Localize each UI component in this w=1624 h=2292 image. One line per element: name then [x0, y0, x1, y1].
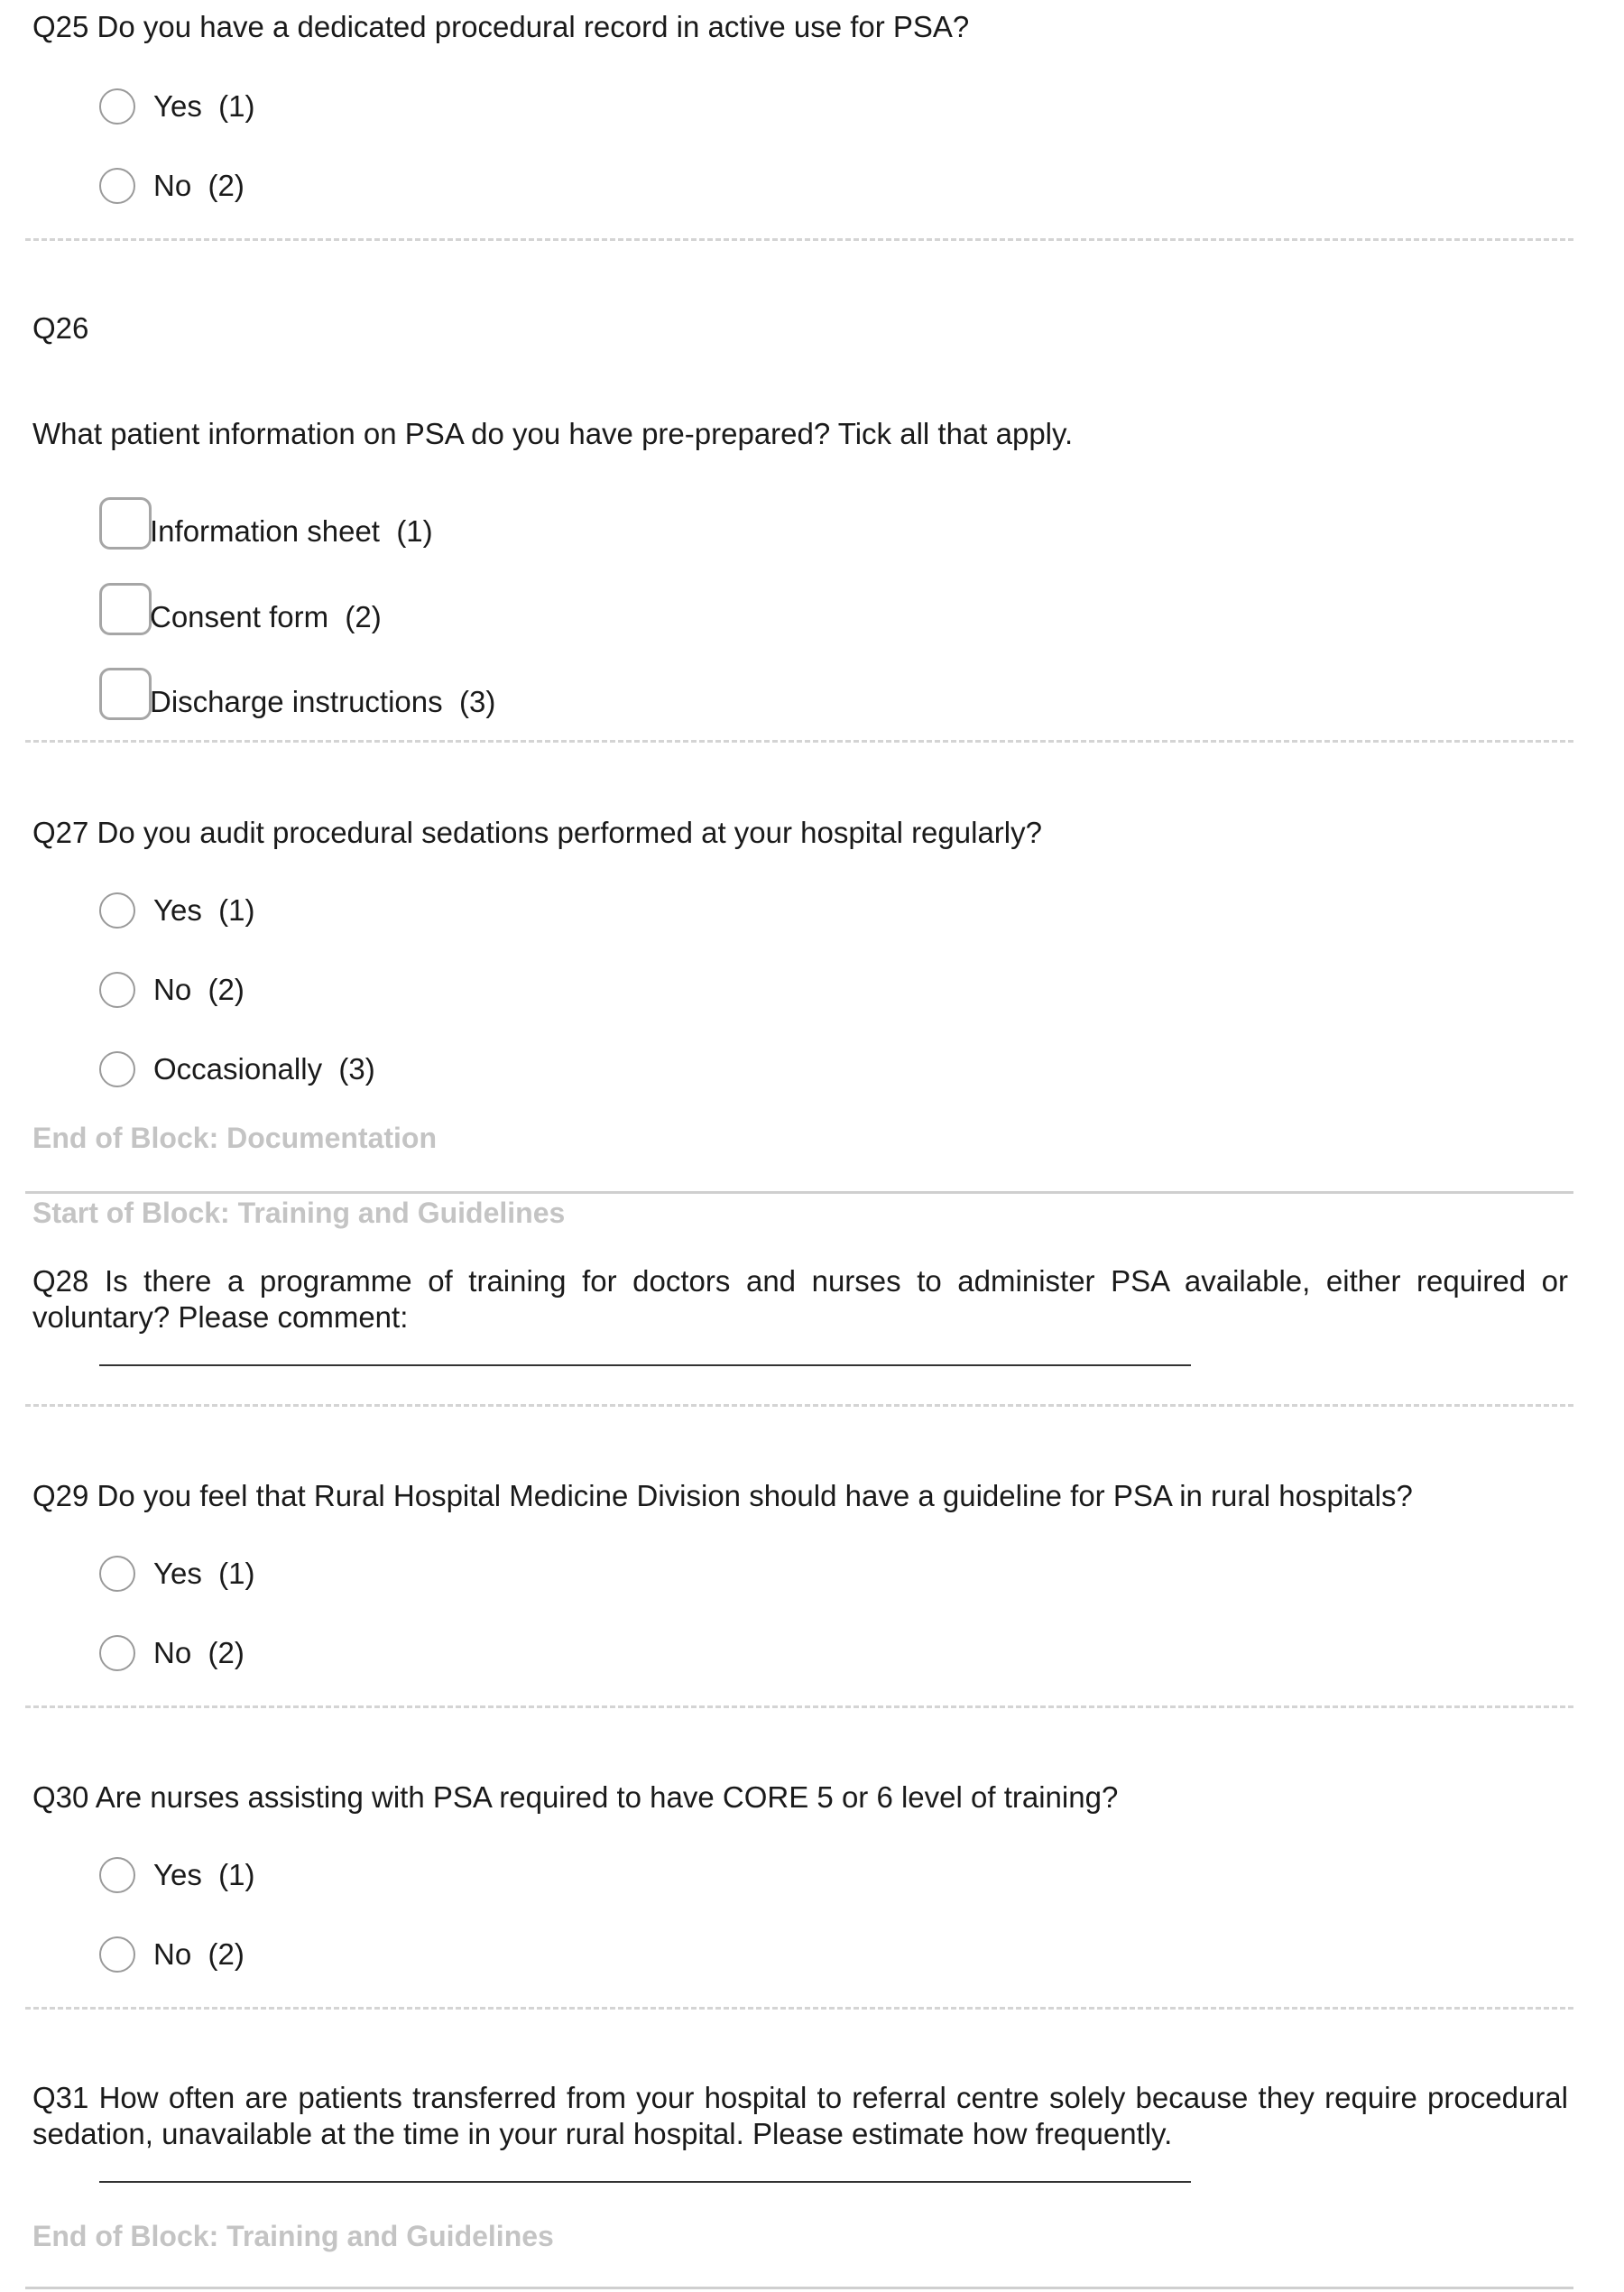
q26-option-discharge-instructions[interactable] — [99, 667, 495, 721]
option-label: Yes (1) — [153, 893, 255, 927]
q27-option-yes[interactable] — [99, 889, 255, 932]
q29-option-yes[interactable] — [99, 1552, 255, 1595]
radio-button[interactable] — [99, 88, 135, 125]
block-divider — [25, 2287, 1573, 2289]
option-label: No (2) — [153, 1636, 245, 1669]
radio-button[interactable] — [99, 1857, 135, 1893]
option-label: No (2) — [153, 169, 245, 202]
question-separator — [25, 1705, 1573, 1708]
checkbox[interactable] — [99, 497, 152, 550]
option-label: Yes (1) — [153, 1557, 255, 1590]
q26-question: What patient information on PSA do you have pre-prepared? Tick all that apply. — [32, 417, 1074, 450]
option-label: Occasionally (3) — [153, 1052, 375, 1086]
option-label: Information sheet (1) — [150, 514, 433, 548]
radio-button[interactable] — [99, 1051, 135, 1087]
q29-option-no[interactable] — [99, 1631, 245, 1675]
question-separator — [25, 2007, 1573, 2010]
radio-button[interactable] — [99, 892, 135, 929]
option-label: No (2) — [153, 973, 245, 1006]
end-of-block-training: End of Block: Training and Guidelines — [32, 2220, 554, 2252]
option-label: Consent form (2) — [150, 600, 382, 633]
q25-question: Q25 Do you have a dedicated procedural record in active use for PSA? — [32, 10, 970, 43]
q28-question: Q28 Is there a programme of training for doctors and nurses to administer PSA available, either required or voluntary? Please comment: — [32, 1264, 1568, 1334]
block-divider — [25, 1191, 1573, 1194]
question-separator — [25, 1404, 1573, 1407]
start-of-block-training: Start of Block: Training and Guidelines — [32, 1197, 566, 1229]
option-label: Yes (1) — [153, 89, 255, 123]
radio-button[interactable] — [99, 1556, 135, 1592]
q27-question: Q27 Do you audit procedural sedations performed at your hospital regularly? — [32, 816, 1042, 849]
q31-question: Q31 How often are patients transferred from your hospital to referral centre solely because they require procedural sedation, unavailable at the time in your rural hospital. Please estimate how frequently. — [32, 2081, 1568, 2150]
q30-question: Q30 Are nurses assisting with PSA required to have CORE 5 or 6 level of training? — [32, 1780, 1119, 1814]
q30-option-no[interactable] — [99, 1933, 245, 1976]
q27-option-occasionally[interactable] — [99, 1048, 375, 1091]
q26-option-information-sheet[interactable] — [99, 496, 433, 550]
q26-option-consent-form[interactable] — [99, 582, 382, 636]
question-separator — [25, 238, 1573, 241]
question-separator — [25, 740, 1573, 743]
q25-option-yes[interactable] — [99, 85, 255, 128]
q25-option-no[interactable] — [99, 164, 245, 208]
option-label: Discharge instructions (3) — [150, 685, 496, 718]
option-label: No (2) — [153, 1937, 245, 1971]
q26-number: Q26 — [32, 311, 89, 345]
option-label: Yes (1) — [153, 1858, 255, 1891]
q31-text-entry[interactable] — [99, 2181, 1191, 2183]
checkbox[interactable] — [99, 668, 152, 720]
radio-button[interactable] — [99, 972, 135, 1008]
q28-text-entry[interactable] — [99, 1364, 1191, 1366]
radio-button[interactable] — [99, 1936, 135, 1973]
q30-option-yes[interactable] — [99, 1853, 255, 1897]
radio-button[interactable] — [99, 1635, 135, 1671]
checkbox[interactable] — [99, 583, 152, 635]
q27-option-no[interactable] — [99, 968, 245, 1012]
q29-question: Q29 Do you feel that Rural Hospital Medicine Division should have a guideline for PSA in rural hospitals? — [32, 1479, 1413, 1512]
radio-button[interactable] — [99, 168, 135, 204]
end-of-block-documentation: End of Block: Documentation — [32, 1122, 437, 1154]
